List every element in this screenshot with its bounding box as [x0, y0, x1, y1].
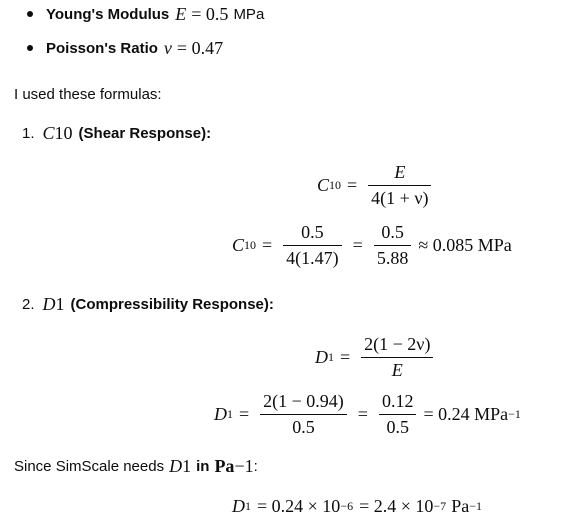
- section-1-heading: 1. C 10 (Shear Response):: [22, 122, 212, 143]
- math-symbol: ν: [163, 37, 172, 58]
- fraction-numerator: 2(1 − 2ν): [364, 333, 431, 354]
- math-symbol: C: [317, 174, 330, 195]
- fraction-denominator: 5.88: [376, 247, 409, 268]
- intro-text: I used these formulas:: [14, 86, 162, 103]
- fraction: [374, 222, 412, 269]
- list-number: 2.: [22, 295, 35, 313]
- fraction-denominator: 0.5: [292, 416, 315, 437]
- section-title: (Compressibility Response):: [70, 295, 274, 313]
- section-title: (Shear Response):: [78, 124, 212, 142]
- fraction-denominator: 4(1 + ν): [371, 187, 429, 208]
- equals-sign: =: [357, 403, 368, 424]
- fraction-numerator: 0.5: [381, 221, 404, 242]
- fraction-denominator: 0.5: [386, 416, 409, 437]
- fraction-denominator: 4(1.47): [286, 247, 339, 268]
- unit: Pa: [451, 495, 470, 516]
- text: Since SimScale needs: [14, 457, 165, 475]
- equals-sign: =: [340, 346, 351, 367]
- conversion-text: Since SimScale needs D 1 in Pa −1 :: [14, 455, 258, 476]
- fraction: [283, 222, 342, 269]
- math-symbol: D: [315, 346, 328, 367]
- fraction: [260, 391, 347, 438]
- bullet-dot: [27, 11, 33, 17]
- bullet-youngs-modulus: [46, 3, 264, 25]
- calc-c10: C 10 = $\frac{0.5}{4(1.47)}$ = $\frac{0.5}{5.88}$ ≈ 0.085 MPa: [232, 221, 512, 268]
- bullet-dot: [27, 45, 33, 51]
- math-symbol: C: [42, 122, 55, 143]
- calc-d1: D 1 = $\frac{2(1 - 0.94)}{0.5}$ = $\frac{0.12}{0.5}$ = 0.24 MPa −1: [214, 390, 521, 437]
- unit: Pa: [214, 455, 235, 476]
- fraction-denominator: E: [391, 359, 403, 380]
- equals-sign: =: [239, 403, 250, 424]
- math-value: = 0.5: [191, 3, 229, 24]
- text: :: [253, 457, 258, 475]
- fraction: [379, 391, 417, 438]
- equals-sign: =: [347, 174, 358, 195]
- list-number: 1.: [22, 124, 35, 142]
- final-result: D 1 = 0.24 × 10 −6 = 2.4 × 10 −7 Pa −1: [232, 495, 482, 516]
- math-symbol: D: [232, 495, 245, 516]
- math-symbol: D: [42, 293, 56, 314]
- fraction-numerator: E: [394, 161, 406, 182]
- formula-c10: C 10 = $\frac{E}{4(1 + \nu)}$: [317, 160, 436, 210]
- math-symbol: C: [232, 234, 245, 255]
- math-symbol: E: [175, 3, 187, 24]
- fraction-numerator: 0.12: [381, 390, 414, 411]
- bullet-label: Young's Modulus: [46, 5, 170, 23]
- fraction-numerator: 0.5: [301, 221, 324, 242]
- bullet-poissons-ratio: [46, 37, 223, 59]
- math-symbol: D: [214, 403, 227, 424]
- bullet-label: Poisson's Ratio: [46, 39, 158, 57]
- fraction: [368, 162, 431, 209]
- math-value: = 0.24 × 10: [257, 495, 341, 516]
- fraction-numerator: 2(1 − 0.94): [263, 390, 344, 411]
- equals-sign: =: [262, 234, 273, 255]
- equals-sign: =: [352, 234, 363, 255]
- unit: MPa: [233, 5, 265, 23]
- fraction: [361, 334, 433, 381]
- formula-d1: D 1 = $\frac{2(1 - 2\nu)}{E}$: [315, 332, 438, 382]
- calc-result: ≈ 0.085 MPa: [418, 234, 512, 255]
- math-symbol: D: [169, 455, 183, 476]
- math-value: = 0.47: [176, 37, 224, 58]
- calc-result: = 0.24 MPa: [423, 403, 509, 424]
- text: in: [196, 457, 210, 475]
- section-2-heading: 2. D 1 (Compressibility Response):: [22, 293, 274, 314]
- math-value: = 2.4 × 10: [359, 495, 434, 516]
